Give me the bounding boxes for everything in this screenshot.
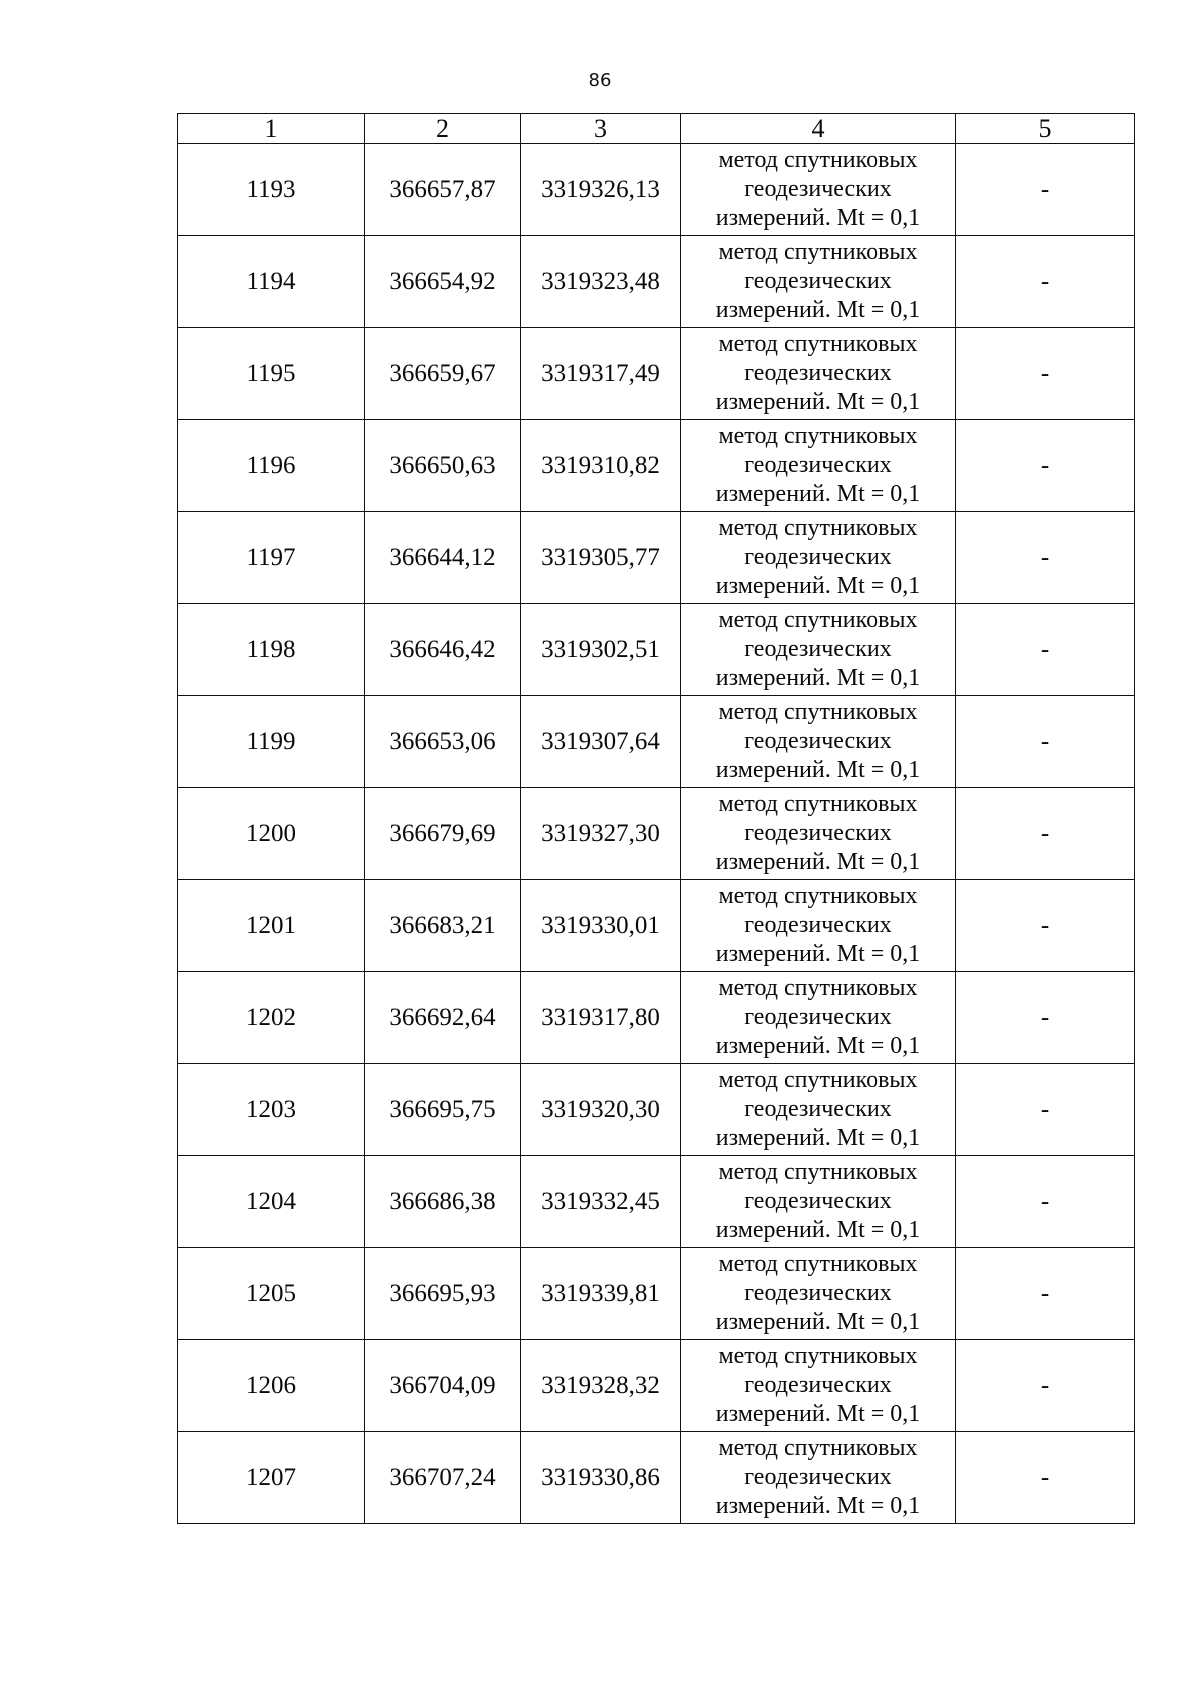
method-text-line-2: геодезических bbox=[744, 360, 892, 386]
method-text-line-3: измерений. Mt = 0,1 bbox=[715, 481, 921, 507]
method-text-line-2: геодезических bbox=[744, 912, 892, 938]
method-cell bbox=[681, 1156, 956, 1248]
y-coordinate-cell: 3319330,86 bbox=[521, 1432, 681, 1524]
column-header-1: 1 bbox=[178, 114, 365, 144]
point-number-cell: 1197 bbox=[178, 512, 365, 604]
y-coordinate-cell: 3319339,81 bbox=[521, 1248, 681, 1340]
y-coordinate-cell: 3319330,01 bbox=[521, 880, 681, 972]
x-coordinate-cell: 366707,24 bbox=[365, 1432, 521, 1524]
y-coordinate-cell: 3319317,80 bbox=[521, 972, 681, 1064]
x-coordinate-cell: 366657,87 bbox=[365, 144, 521, 236]
method-text-line-3: измерений. Mt = 0,1 bbox=[715, 205, 921, 231]
column-header-5: 5 bbox=[956, 114, 1135, 144]
description-cell: - bbox=[956, 144, 1135, 236]
x-coordinate-cell: 366654,92 bbox=[365, 236, 521, 328]
method-text-line-3: измерений. Mt = 0,1 bbox=[715, 665, 921, 691]
point-number-cell: 1203 bbox=[178, 1064, 365, 1156]
y-coordinate-cell: 3319327,30 bbox=[521, 788, 681, 880]
x-coordinate-cell: 366646,42 bbox=[365, 604, 521, 696]
method-text-line-2: геодезических bbox=[744, 1280, 892, 1306]
description-cell: - bbox=[956, 1248, 1135, 1340]
method-text-line-1: метод спутниковых bbox=[718, 1067, 918, 1093]
y-coordinate-cell: 3319305,77 bbox=[521, 512, 681, 604]
description-cell: - bbox=[956, 1340, 1135, 1432]
point-number-cell: 1195 bbox=[178, 328, 365, 420]
point-number-cell: 1202 bbox=[178, 972, 365, 1064]
method-text-line-2: геодезических bbox=[744, 1096, 892, 1122]
x-coordinate-cell: 366650,63 bbox=[365, 420, 521, 512]
column-header-4: 4 bbox=[681, 114, 956, 144]
description-cell: - bbox=[956, 972, 1135, 1064]
table-row bbox=[178, 1432, 1135, 1524]
y-coordinate-cell: 3319317,49 bbox=[521, 328, 681, 420]
point-number-cell: 1201 bbox=[178, 880, 365, 972]
method-text-line-1: метод спутниковых bbox=[718, 423, 918, 449]
y-coordinate-cell: 3319328,32 bbox=[521, 1340, 681, 1432]
point-number-cell: 1193 bbox=[178, 144, 365, 236]
column-header-2: 2 bbox=[365, 114, 521, 144]
method-cell bbox=[681, 1340, 956, 1432]
table-row bbox=[178, 328, 1135, 420]
description-cell: - bbox=[956, 1064, 1135, 1156]
method-text-line-1: метод спутниковых bbox=[718, 1435, 918, 1461]
method-text-line-3: измерений. Mt = 0,1 bbox=[715, 849, 921, 875]
y-coordinate-cell: 3319310,82 bbox=[521, 420, 681, 512]
method-text-line-2: геодезических bbox=[744, 1372, 892, 1398]
method-text-line-2: геодезических bbox=[744, 452, 892, 478]
x-coordinate-cell: 366683,21 bbox=[365, 880, 521, 972]
description-cell: - bbox=[956, 1432, 1135, 1524]
y-coordinate-cell: 3319307,64 bbox=[521, 696, 681, 788]
x-coordinate-cell: 366686,38 bbox=[365, 1156, 521, 1248]
table-body bbox=[178, 144, 1135, 1524]
description-cell: - bbox=[956, 420, 1135, 512]
method-text-line-1: метод спутниковых bbox=[718, 883, 918, 909]
y-coordinate-cell: 3319332,45 bbox=[521, 1156, 681, 1248]
method-text-line-3: измерений. Mt = 0,1 bbox=[715, 757, 921, 783]
description-cell: - bbox=[956, 880, 1135, 972]
method-cell bbox=[681, 328, 956, 420]
point-number-cell: 1207 bbox=[178, 1432, 365, 1524]
method-text-line-2: геодезических bbox=[744, 820, 892, 846]
point-number-cell: 1199 bbox=[178, 696, 365, 788]
method-text-line-1: метод спутниковых bbox=[718, 1159, 918, 1185]
description-cell: - bbox=[956, 236, 1135, 328]
table-row bbox=[178, 1064, 1135, 1156]
point-number-cell: 1200 bbox=[178, 788, 365, 880]
method-text-line-1: метод спутниковых bbox=[718, 791, 918, 817]
x-coordinate-cell: 366704,09 bbox=[365, 1340, 521, 1432]
method-cell bbox=[681, 1248, 956, 1340]
x-coordinate-cell: 366679,69 bbox=[365, 788, 521, 880]
table-row bbox=[178, 236, 1135, 328]
method-text-line-1: метод спутниковых bbox=[718, 1251, 918, 1277]
method-cell bbox=[681, 972, 956, 1064]
method-text-line-2: геодезических bbox=[744, 1004, 892, 1030]
description-cell: - bbox=[956, 512, 1135, 604]
method-text-line-2: геодезических bbox=[744, 176, 892, 202]
table-row bbox=[178, 512, 1135, 604]
method-text-line-1: метод спутниковых bbox=[718, 699, 918, 725]
point-number-cell: 1194 bbox=[178, 236, 365, 328]
description-cell: - bbox=[956, 1156, 1135, 1248]
y-coordinate-cell: 3319326,13 bbox=[521, 144, 681, 236]
point-number-cell: 1205 bbox=[178, 1248, 365, 1340]
method-text-line-3: измерений. Mt = 0,1 bbox=[715, 1401, 921, 1427]
x-coordinate-cell: 366653,06 bbox=[365, 696, 521, 788]
table-row bbox=[178, 1156, 1135, 1248]
method-cell bbox=[681, 788, 956, 880]
method-text-line-3: измерений. Mt = 0,1 bbox=[715, 1493, 921, 1519]
point-number-cell: 1196 bbox=[178, 420, 365, 512]
point-number-cell: 1204 bbox=[178, 1156, 365, 1248]
method-text-line-3: измерений. Mt = 0,1 bbox=[715, 297, 921, 323]
method-text-line-3: измерений. Mt = 0,1 bbox=[715, 1125, 921, 1151]
x-coordinate-cell: 366692,64 bbox=[365, 972, 521, 1064]
method-text-line-3: измерений. Mt = 0,1 bbox=[715, 573, 921, 599]
method-text-line-1: метод спутниковых bbox=[718, 331, 918, 357]
method-cell bbox=[681, 1064, 956, 1156]
method-text-line-2: геодезических bbox=[744, 636, 892, 662]
table-row bbox=[178, 880, 1135, 972]
x-coordinate-cell: 366695,75 bbox=[365, 1064, 521, 1156]
method-cell bbox=[681, 696, 956, 788]
description-cell: - bbox=[956, 696, 1135, 788]
table-row bbox=[178, 972, 1135, 1064]
method-text-line-1: метод спутниковых bbox=[718, 975, 918, 1001]
method-cell bbox=[681, 512, 956, 604]
method-text-line-3: измерений. Mt = 0,1 bbox=[715, 389, 921, 415]
point-number-cell: 1198 bbox=[178, 604, 365, 696]
method-text-line-2: геодезических bbox=[744, 268, 892, 294]
method-cell bbox=[681, 1432, 956, 1524]
method-cell bbox=[681, 880, 956, 972]
page-number: 86 bbox=[588, 70, 612, 91]
table-row bbox=[178, 696, 1135, 788]
x-coordinate-cell: 366659,67 bbox=[365, 328, 521, 420]
point-number-cell: 1206 bbox=[178, 1340, 365, 1432]
method-cell bbox=[681, 420, 956, 512]
y-coordinate-cell: 3319320,30 bbox=[521, 1064, 681, 1156]
method-text-line-1: метод спутниковых bbox=[718, 147, 918, 173]
coordinates-table bbox=[177, 113, 1135, 1524]
table-row bbox=[178, 1248, 1135, 1340]
method-text-line-3: измерений. Mt = 0,1 bbox=[715, 1217, 921, 1243]
table-row bbox=[178, 604, 1135, 696]
table-row bbox=[178, 1340, 1135, 1432]
y-coordinate-cell: 3319323,48 bbox=[521, 236, 681, 328]
method-text-line-3: измерений. Mt = 0,1 bbox=[715, 941, 921, 967]
description-cell: - bbox=[956, 328, 1135, 420]
method-text-line-3: измерений. Mt = 0,1 bbox=[715, 1309, 921, 1335]
x-coordinate-cell: 366695,93 bbox=[365, 1248, 521, 1340]
header-row bbox=[178, 114, 1135, 144]
table-row bbox=[178, 788, 1135, 880]
table-row bbox=[178, 144, 1135, 236]
method-text-line-1: метод спутниковых bbox=[718, 239, 918, 265]
method-cell bbox=[681, 144, 956, 236]
method-text-line-2: геодезических bbox=[744, 544, 892, 570]
method-text-line-1: метод спутниковых bbox=[718, 1343, 918, 1369]
x-coordinate-cell: 366644,12 bbox=[365, 512, 521, 604]
table-header bbox=[178, 114, 1135, 144]
description-cell: - bbox=[956, 788, 1135, 880]
method-cell bbox=[681, 604, 956, 696]
method-text-line-2: геодезических bbox=[744, 1188, 892, 1214]
y-coordinate-cell: 3319302,51 bbox=[521, 604, 681, 696]
description-cell: - bbox=[956, 604, 1135, 696]
method-text-line-2: геодезических bbox=[744, 728, 892, 754]
method-text-line-1: метод спутниковых bbox=[718, 515, 918, 541]
method-cell bbox=[681, 236, 956, 328]
column-header-3: 3 bbox=[521, 114, 681, 144]
table-row bbox=[178, 420, 1135, 512]
method-text-line-3: измерений. Mt = 0,1 bbox=[715, 1033, 921, 1059]
method-text-line-2: геодезических bbox=[744, 1464, 892, 1490]
method-text-line-1: метод спутниковых bbox=[718, 607, 918, 633]
